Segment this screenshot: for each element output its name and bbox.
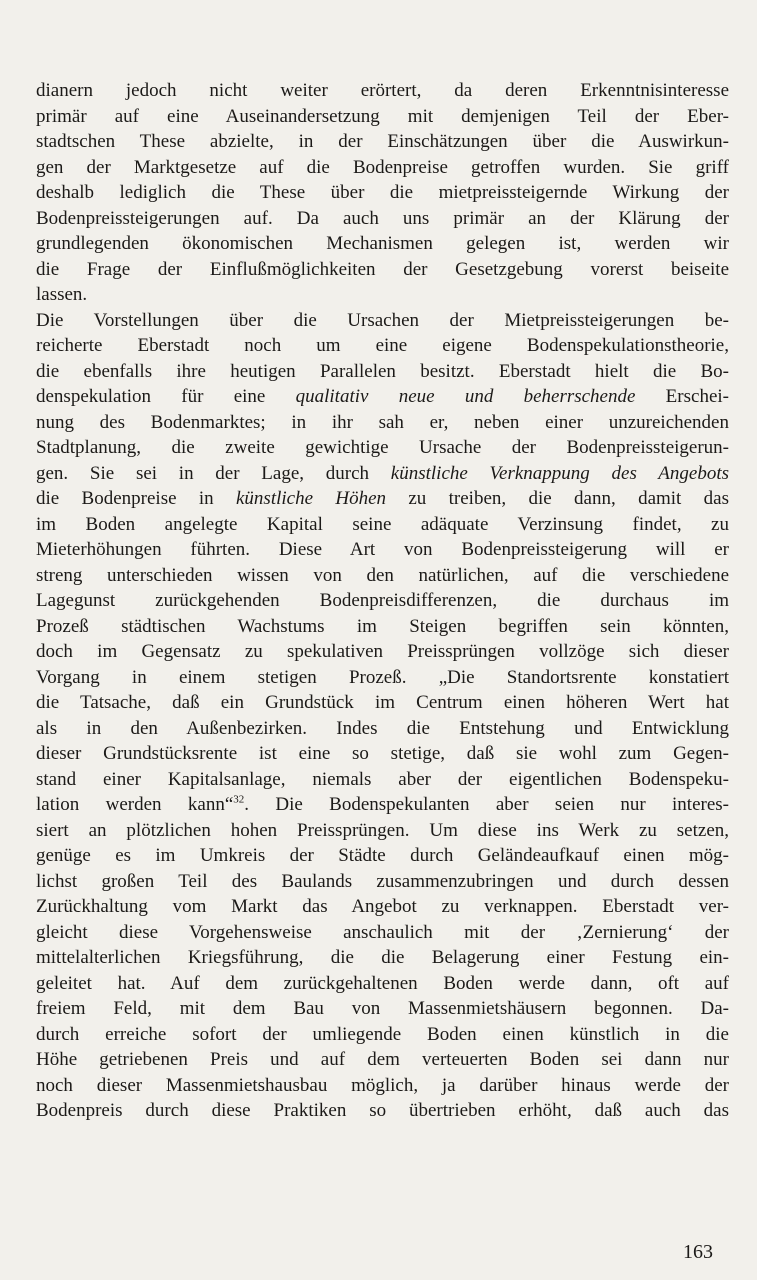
text-line: gleicht diese Vorgehensweise anschaulich mit der ‚Zernierung‘ der xyxy=(36,921,729,943)
text-line: deshalb lediglich die These über die mietpreissteigernde Wirkung der xyxy=(36,182,729,203)
page-body xyxy=(36,78,729,1124)
text-line: reicherte Eberstadt noch um eine eigene Bodenspekulationstheorie, xyxy=(36,335,729,356)
text-line xyxy=(36,486,729,512)
text-line: dieser Grundstücksrente ist eine so stetige, daß sie wohl zum Gegen- xyxy=(36,743,729,764)
text-line xyxy=(36,384,729,410)
paragraph-2 xyxy=(36,308,729,1124)
text-line: gen der Marktgesetze auf die Bodenpreise getroffen wurden. Sie griff xyxy=(36,156,729,178)
text-line: streng unterschieden wissen von den natürlichen, auf die verschiedene xyxy=(36,564,729,586)
text-line: Bodenpreis durch diese Praktiken so übertrieben erhöht, daß auch das xyxy=(36,1100,729,1121)
text-line: freiem Feld, mit dem Bau von Massenmietshäusern begonnen. Da- xyxy=(36,998,729,1019)
text-line: Höhe getriebenen Preis und auf dem verteuerten Boden sei dann nur xyxy=(36,1049,729,1070)
italic-emphasis: künstliche Höhen xyxy=(236,488,387,509)
text-line xyxy=(36,792,729,818)
text-line: Stadtplanung, die zweite gewichtige Ursache der Bodenpreissteigerun- xyxy=(36,437,729,458)
text-span: . Die Bodenspekulanten aber seien nur interes- xyxy=(244,794,729,815)
text-line: stand einer Kapitalsanlage, niemals aber der eigentlichen Bodenspeku- xyxy=(36,768,729,790)
text-line: die ebenfalls ihre heutigen Parallelen besitzt. Eberstadt hielt die Bo- xyxy=(36,360,729,382)
text-line: lassen. xyxy=(36,284,88,305)
text-span: zu treiben, die dann, damit das xyxy=(386,488,729,509)
text-line: primär auf eine Auseinandersetzung mit demjenigen Teil der Eber- xyxy=(36,105,729,127)
text-line: doch im Gegensatz zu spekulativen Preissprüngen vollzöge sich dieser xyxy=(36,641,729,662)
text-span: lation werden kann“ xyxy=(36,794,234,815)
text-line: durch erreiche sofort der umliegende Boden einen künstlich in die xyxy=(36,1023,729,1045)
text-line: Mieterhöhungen führten. Diese Art von Bodenpreissteigerung will er xyxy=(36,539,729,560)
text-line: die Tatsache, daß ein Grundstück im Centrum einen höheren Wert hat xyxy=(36,692,729,713)
text-line: grundlegenden ökonomischen Mechanismen gelegen ist, werden wir xyxy=(36,233,729,254)
text-line: genüge es im Umkreis der Städte durch Geländeaufkauf einen mög- xyxy=(36,845,729,866)
text-line: geleitet hat. Auf dem zurückgehaltenen Boden werde dann, oft auf xyxy=(36,972,729,994)
paragraph-1 xyxy=(36,78,729,308)
text-line: dianern jedoch nicht weiter erörtert, da deren Erkenntnisinteresse xyxy=(36,80,729,101)
text-line: Bodenpreissteigerungen auf. Da auch uns primär an der Klärung der xyxy=(36,207,729,229)
text-line: Prozeß städtischen Wachstums im Steigen begriffen sein könnten, xyxy=(36,615,729,637)
footnote-reference: 32 xyxy=(233,793,245,806)
text-span: Erschei- xyxy=(635,386,729,407)
text-line: im Boden angelegte Kapital seine adäquate Verzinsung findet, zu xyxy=(36,513,729,535)
text-line: Vorgang in einem stetigen Prozeß. „Die Standortsrente konstatiert xyxy=(36,666,729,688)
text-line: stadtschen These abzielte, in der Einschätzungen über die Auswirkun- xyxy=(36,131,729,152)
text-span: gen. Sie sei in der Lage, durch xyxy=(36,462,391,484)
text-line: Die Vorstellungen über die Ursachen der Mietpreissteigerungen be- xyxy=(36,309,729,331)
text-line: lichst großen Teil des Baulands zusammenzubringen und durch dessen xyxy=(36,870,729,892)
italic-emphasis: qualitativ neue und beherrschende xyxy=(295,386,636,407)
text-line: Zurückhaltung vom Markt das Angebot zu verknappen. Eberstadt ver- xyxy=(36,896,729,917)
text-line: nung des Bodenmarktes; in ihr sah er, neben einer unzureichenden xyxy=(36,411,729,433)
text-line: noch dieser Massenmietshausbau möglich, ja darüber hinaus werde der xyxy=(36,1074,729,1096)
text-span: denspekulation für eine xyxy=(36,386,296,407)
text-line: als in den Außenbezirken. Indes die Entstehung und Entwicklung xyxy=(36,717,729,739)
text-span: die Bodenpreise in xyxy=(36,488,236,509)
italic-emphasis: künstliche Verknappung des Angebots xyxy=(390,462,729,484)
text-line xyxy=(36,461,729,487)
text-line: mittelalterlichen Kriegsführung, die die Belagerung einer Festung ein- xyxy=(36,947,729,968)
page-number: 163 xyxy=(683,1241,713,1263)
text-line: die Frage der Einflußmöglichkeiten der Gesetzgebung vorerst beiseite xyxy=(36,258,729,280)
text-line: siert an plötzlichen hohen Preissprüngen. Um diese ins Werk zu setzen, xyxy=(36,819,729,841)
text-line: Lagegunst zurückgehenden Bodenpreisdifferenzen, die durchaus im xyxy=(36,590,729,611)
